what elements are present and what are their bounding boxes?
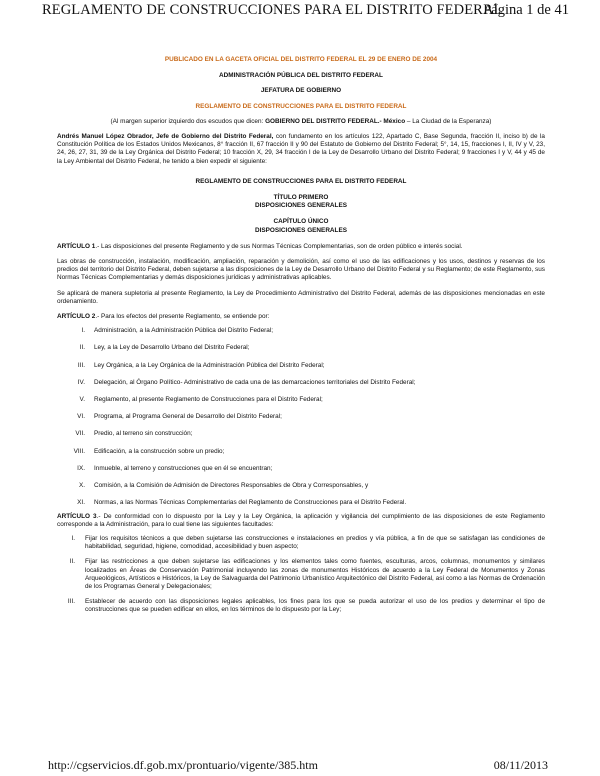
list-item	[57, 379, 545, 387]
list-item	[57, 482, 545, 490]
titulo-disposiciones: DISPOSICIONES GENERALES	[255, 202, 347, 210]
document-body	[57, 56, 545, 615]
list-item	[57, 396, 545, 404]
margin-note-pre: (Al margen superior izquierdo dos escudos que dicen:	[110, 117, 266, 125]
list-numeral: VII.	[75, 430, 85, 438]
list-text: Administración, a la Administración Pública del Distrito Federal;	[94, 327, 274, 335]
list-numeral: IX.	[77, 464, 85, 472]
definitions-list	[57, 327, 545, 507]
preamble	[57, 133, 545, 166]
regulation-title: REGLAMENTO DE CONSTRUCCIONES PARA EL DISTRITO FEDERAL	[195, 177, 407, 185]
list-text: Ley, a la Ley de Desarrollo Urbano del Distrito Federal;	[94, 344, 250, 352]
publication-note: PUBLICADO EN LA GACETA OFICIAL DEL DISTRITO FEDERAL EL 29 DE ENERO DE 2004	[164, 56, 438, 63]
page-footer	[0, 757, 600, 775]
list-item	[57, 465, 545, 473]
list-item	[57, 362, 545, 370]
jefatura-heading: JEFATURA DE GOBIERNO	[260, 87, 342, 95]
article-2	[57, 313, 545, 321]
list-numeral: XI.	[77, 499, 85, 507]
regulation-title-orange: REGLAMENTO DE CONSTRUCCIONES PARA EL DISTRITO FEDERAL	[195, 102, 407, 110]
list-text: Inmueble, al terreno y construcciones que en él se encuentran;	[94, 464, 273, 472]
list-numeral: IV.	[77, 378, 85, 386]
list-text: Delegación, al Órgano Político- Administrativo de cada una de las demarcaciones territoriales del Distrito Federal;	[94, 378, 416, 386]
article-2-label: ARTÍCULO 2	[57, 313, 96, 321]
list-item	[57, 448, 545, 456]
list-text: Fijar los requisitos técnicos a que deben sujetarse las construcciones e instalaciones en predios y vía pública, a fin de que se satisfagan las condiciones de habitabilidad, seguridad, higiene, comodidad, accesibilidad y buen aspecto;	[85, 534, 545, 551]
list-item	[57, 499, 545, 507]
margin-note-bold: GOBIERNO DEL DISTRITO FEDERAL.- México	[265, 117, 406, 125]
article-1	[57, 243, 545, 251]
list-text: Predio, al terreno sin construcción;	[94, 430, 193, 438]
list-text: Normas, a las Normas Técnicas Complementarias del Reglamento de Construcciones para el Distrito Federal.	[94, 499, 407, 507]
list-numeral: II.	[79, 344, 85, 352]
margin-note-post: – La Ciudad de la Esperanza)	[405, 117, 492, 125]
list-item	[57, 327, 545, 335]
article-2-text: .- Para los efectos del presente Reglamento, se entiende por:	[95, 313, 270, 321]
article-1-label: ARTÍCULO 1	[57, 242, 96, 250]
list-numeral: VIII.	[73, 447, 85, 455]
footer-url[interactable]: http://cgservicios.df.gob.mx/prontuario/vigente/385.htm	[48, 758, 318, 772]
list-item	[57, 413, 545, 421]
page-number: Página 1 de 41	[483, 2, 569, 18]
list-item	[57, 598, 545, 614]
list-item	[57, 558, 545, 591]
list-text: Edificación, a la construcción sobre un predio;	[94, 447, 225, 455]
list-text: Ley Orgánica, a la Ley Orgánica de la Administración Pública del Distrito Federal;	[94, 361, 325, 369]
list-numeral: II.	[69, 558, 75, 566]
list-numeral: III.	[77, 361, 85, 369]
list-numeral: I.	[71, 534, 75, 542]
paragraph-2: Se aplicará de manera supletoria al presente Reglamento, la Ley de Procedimiento Administrativo del Distrito Federal, además de las disposiciones mencionadas en este ordenamiento.	[57, 289, 545, 305]
capitulo-unico: CAPÍTULO ÚNICO	[273, 218, 329, 226]
paragraph-1: Las obras de construcción, instalación, modificación, ampliación, reparación y demolición, así como el uso de las edificaciones y los usos, destinos y reservas de los predios del territorio del Distrito Federal, deben sujetarse a las disposiciones de la Ley de Desarrollo Urbano del Distrito Federal y su Reglamento; de este Reglamento, sus Normas Técnicas Complementarias y demás disposiciones jurídicas y administrativas aplicables.	[57, 258, 545, 282]
preamble-bold: Andrés Manuel López Obrador, Jefe de Gobierno del Distrito Federal,	[57, 133, 274, 141]
article-3	[57, 513, 545, 529]
article-3-text: .- De conformidad con lo dispuesto por la Ley y la Ley Orgánica, la aplicación y vigilancia del cumplimiento de las disposiciones de este Reglamento corresponde a la Administración, para lo cual tiene las siguientes facultades:	[57, 512, 545, 528]
titulo-primero: TÍTULO PRIMERO	[273, 194, 329, 202]
footer-date: 08/11/2013	[493, 758, 548, 772]
preamble-text: con fundamento en los artículos 122, Apartado C, Base Segunda, fracción II, inciso b) de la Constitución Política de los Estados Unidos Mexicanos, 8° fracción II, 67 fracción II y 90 del Estatuto de Gobierno del Distrito Federal; 5°, 14, 15, fracciones I, II, IV y V, 23, 24, 26, 27, 31, 39 de la Ley Orgánica del Distrito Federal; 10 fracción X, 29, 34 fracción I de la Ley de Desarrollo Urbano del Distrito Federal; 9 fracciones I y V, 44 y 45 de la Ley Ambiental del Distrito Federal, he tenido a bien expedir el siguiente:	[57, 133, 545, 165]
capitulo-disposiciones: DISPOSICIONES GENERALES	[255, 226, 347, 234]
list-item	[57, 535, 545, 551]
list-numeral: III.	[67, 598, 75, 606]
faculties-list	[57, 535, 545, 615]
list-text: Reglamento, al presente Reglamento de Construcciones para el Distrito Federal;	[94, 396, 323, 404]
admin-heading: ADMINISTRACIÓN PÚBLICA DEL DISTRITO FEDERAL	[219, 72, 383, 80]
article-1-text: .- Las disposiciones del presente Reglamento y de sus Normas Técnicas Complementarias, son de orden público e interés social.	[95, 242, 463, 250]
list-numeral: V.	[79, 396, 85, 404]
list-text: Comisión, a la Comisión de Admisión de Directores Responsables de Obra y Corresponsables, y	[94, 482, 369, 490]
list-item	[57, 430, 545, 438]
list-item	[57, 344, 545, 352]
list-numeral: X.	[78, 482, 85, 490]
list-text: Fijar las restricciones a que deben sujetarse las edificaciones y los elementos tales como fuentes, esculturas, arcos, columnas, monumentos y similares localizados en Áreas de Conservación Patrimonial incluyendo las zonas de monumentos Históricos de acuerdo a la Ley Federal de Monumentos y Zonas Arqueológicos, Artísticos e Históricos, la Ley de Salvaguarda del Patrimonio Urbanístico Arquitectónico del Distrito Federal, así como a las Normas de Ordenación de los Programas General y Delegacionales;	[85, 558, 545, 590]
list-numeral: VI.	[77, 413, 85, 421]
header-title: REGLAMENTO DE CONSTRUCCIONES PARA EL DISTRITO FEDERAL	[42, 2, 503, 18]
page-header	[0, 0, 600, 20]
article-3-label: ARTÍCULO 3	[57, 512, 97, 520]
list-text: Programa, al Programa General de Desarrollo del Distrito Federal;	[94, 413, 282, 421]
list-numeral: I.	[81, 327, 85, 335]
margin-note	[57, 118, 545, 126]
list-text: Establecer de acuerdo con las disposiciones legales aplicables, los fines para los que se pueda autorizar el uso de los predios y determinar el tipo de construcciones que se pueden edificar en ellos, en los términos de lo dispuesto por la Ley;	[85, 598, 545, 614]
